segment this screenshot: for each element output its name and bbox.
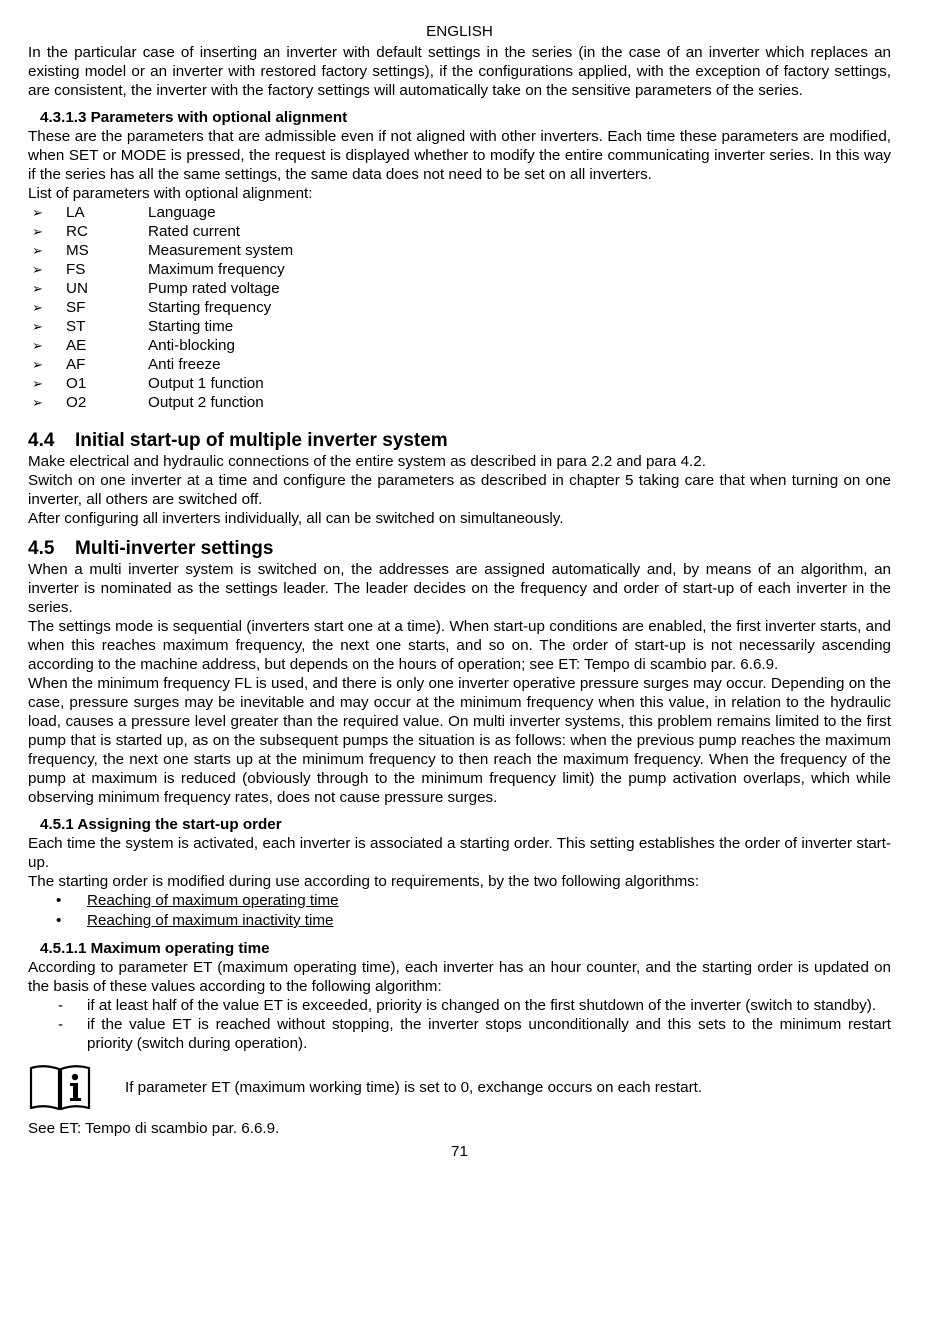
param-list-title: List of parameters with optional alignment:: [28, 185, 313, 202]
param-name: Rated current: [148, 223, 241, 240]
arrow-bullet-icon: ➢: [32, 395, 43, 410]
rules-list: [28, 996, 891, 1053]
list-item: [28, 393, 891, 412]
arrow-bullet-icon: ➢: [32, 262, 43, 277]
see-reference: See ET: Tempo di scambio par. 6.6.9.: [28, 1120, 280, 1137]
info-note: [28, 1061, 891, 1113]
algorithm-item: Reaching of maximum inactivity time: [87, 912, 334, 929]
param-name: Maximum frequency: [148, 261, 285, 278]
startup-order-paragraph-2: The starting order is modified during use according to requirements, by the two following algorithms:: [28, 873, 700, 890]
manual-info-icon: [28, 1063, 92, 1111]
param-name: Anti freeze: [148, 356, 221, 373]
arrow-bullet-icon: ➢: [32, 338, 43, 353]
section-number: 4.4: [28, 430, 55, 451]
algorithm-item: Reaching of maximum operating time: [87, 892, 339, 909]
param-code: ST: [66, 318, 86, 335]
param-name: Starting time: [148, 318, 234, 335]
list-item: [28, 298, 891, 317]
param-name: Output 1 function: [148, 375, 264, 392]
arrow-bullet-icon: ➢: [32, 376, 43, 391]
list-item: [28, 222, 891, 241]
arrow-bullet-icon: ➢: [32, 281, 43, 296]
intro-paragraph: In the particular case of inserting an inverter with default settings in the series (in the case of an inverter which replaces an existing model or an inverter with restored factory settings), if the configurations applied, with the exception of factory settings, are consistent, the inverter with the factory settings will automatically take on the sensitive parameters of the series.: [28, 44, 891, 99]
param-code: O2: [66, 394, 87, 411]
param-name: Measurement system: [148, 242, 294, 259]
list-item: [28, 336, 891, 355]
startup-paragraph-2: Switch on one inverter at a time and configure the parameters as described in chapter 5 taking care that when turning on one inverter, all others are switched off.: [28, 472, 891, 508]
list-item: [28, 891, 891, 911]
list-item: [28, 355, 891, 374]
param-code: SF: [66, 299, 86, 316]
param-code: FS: [66, 261, 86, 278]
arrow-bullet-icon: ➢: [32, 205, 43, 220]
multi-inverter-paragraph-2: The settings mode is sequential (inverters start one at a time). When start-up conditions are enabled, the first inverter starts, and when this reaches maximum frequency, the next one starts, and so on. The order of start-up is not necessarily ascending according to the machine address, but depends on the hours of operation; see ET: Tempo di scambio par. 6.6.9.: [28, 618, 891, 673]
list-item: [28, 241, 891, 260]
param-code: AE: [66, 337, 87, 354]
section-number: 4.5: [28, 538, 55, 559]
param-name: Starting frequency: [148, 299, 272, 316]
param-name: Pump rated voltage: [148, 280, 280, 297]
page-number: 71: [451, 1143, 468, 1160]
startup-paragraph-1: Make electrical and hydraulic connections of the entire system as described in para 2.2 and para 4.2.: [28, 453, 706, 470]
param-code: UN: [66, 280, 88, 297]
list-item: [28, 996, 891, 1015]
arrow-bullet-icon: ➢: [32, 243, 43, 258]
list-item: [28, 203, 891, 222]
heading-4-5: [28, 538, 891, 560]
param-code: LA: [66, 204, 85, 221]
operating-time-paragraph: According to parameter ET (maximum operating time), each inverter has an hour counter, and the starting order is updated on the basis of these values according to the following algorithm:: [28, 959, 891, 995]
param-name: Language: [148, 204, 216, 221]
multi-inverter-paragraph-3: When the minimum frequency FL is used, and there is only one inverter operative pressure surges may occur. Depending on the case, pressure surges may be inevitable and may occur at the minimum frequency when this value, in relation to the hydraulic load, causes a pressure level greater than the required value. On multi inverter systems, this problem remains limited to the first pump that is started up, as on the subsequent pumps the situation is as follows: when the previous pump reaches the maximum frequency, the next one starts up at the minimum frequency to then reach the maximum frequency. When the frequency of the pump at maximum is reduced (obviously through to the minimum frequency limit) the pump activation overlaps, which while observing minimum frequency rates, does not cause pressure surges.: [28, 675, 891, 806]
list-item: [28, 911, 891, 931]
heading-4-5-1: 4.5.1 Assigning the start-up order: [40, 816, 282, 833]
heading-4-3-1-3: 4.3.1.3 Parameters with optional alignment: [40, 109, 348, 126]
arrow-bullet-icon: ➢: [32, 224, 43, 239]
section-title: Multi-inverter settings: [75, 538, 274, 559]
note-text: If parameter ET (maximum working time) is set to 0, exchange occurs on each restart.: [125, 1078, 703, 1096]
param-code: RC: [66, 223, 88, 240]
list-item: [28, 279, 891, 298]
heading-4-5-1-1: 4.5.1.1 Maximum operating time: [40, 940, 270, 957]
list-item: [28, 374, 891, 393]
multi-inverter-paragraph-1: When a multi inverter system is switched on, the addresses are assigned automatically and, by means of an algorithm, an inverter is nominated as the settings leader. The leader decides on the frequency and order of start-up of each inverter in the series.: [28, 561, 891, 616]
list-item: [28, 260, 891, 279]
startup-paragraph-3: After configuring all inverters individually, all can be switched on simultaneously.: [28, 510, 564, 527]
rule-text: if the value ET is reached without stopping, the inverter stops unconditionally and this sets to the minimum restart priority (switch during operation).: [87, 1016, 891, 1052]
arrow-bullet-icon: ➢: [32, 300, 43, 315]
param-code: MS: [66, 242, 89, 259]
parameter-list: [28, 203, 891, 412]
optional-alignment-paragraph: These are the parameters that are admissible even if not aligned with other inverters. Each time these parameters are modified, when SET or MODE is pressed, the request is displayed whether to modify the entire communicating inverter series. In this way if the series has all the same settings, the same data does not need to be set on all inverters.: [28, 128, 891, 183]
algorithm-list: [28, 891, 891, 931]
startup-order-paragraph-1: Each time the system is activated, each inverter is associated a starting order. This setting establishes the order of inverter start-up.: [28, 835, 891, 871]
rule-text: if at least half of the value ET is exceeded, priority is changed on the first shutdown of the inverter (switch to standby).: [87, 997, 877, 1014]
param-code: O1: [66, 375, 87, 392]
bullet-icon: •: [56, 892, 62, 909]
param-name: Output 2 function: [148, 394, 264, 411]
list-item: [28, 1015, 891, 1053]
arrow-bullet-icon: ➢: [32, 357, 43, 372]
dash-bullet: -: [58, 1016, 64, 1033]
language-header: ENGLISH: [426, 23, 493, 40]
heading-4-4: [28, 430, 891, 452]
dash-bullet: -: [58, 997, 64, 1014]
bullet-icon: •: [56, 912, 62, 929]
param-code: AF: [66, 356, 86, 373]
list-item: [28, 317, 891, 336]
arrow-bullet-icon: ➢: [32, 319, 43, 334]
section-title: Initial start-up of multiple inverter system: [75, 430, 448, 451]
document-page: [28, 22, 891, 1161]
param-name: Anti-blocking: [148, 337, 235, 354]
